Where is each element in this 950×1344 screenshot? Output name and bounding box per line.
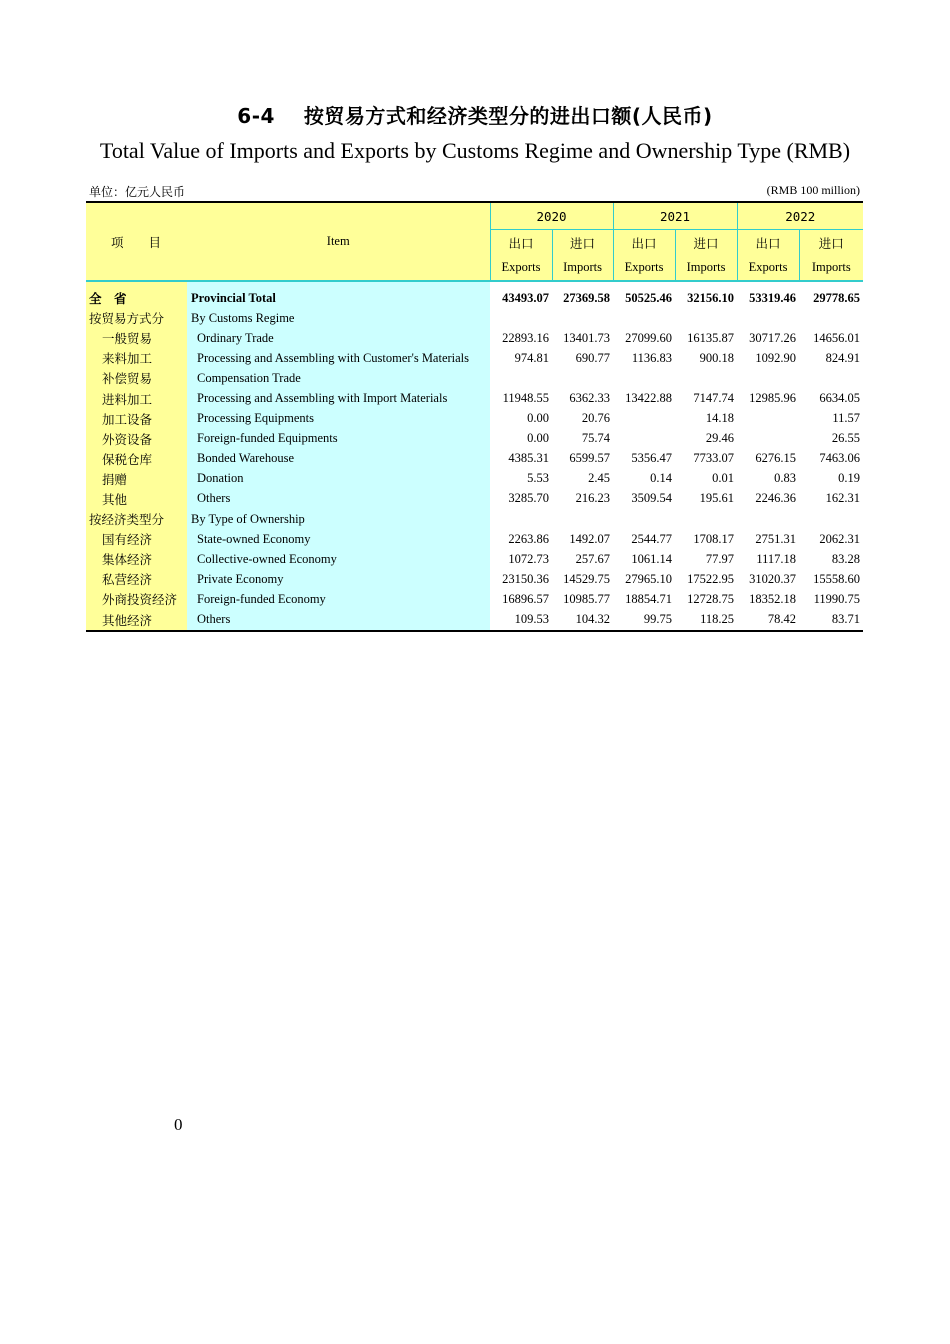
- sub-header-cn: 出口: [490, 230, 552, 256]
- value-cell: 11948.55: [502, 391, 549, 406]
- value-cell: 7733.07: [693, 451, 735, 466]
- row-label-cn: 按经济类型分: [86, 509, 187, 529]
- value-cell: [490, 509, 552, 529]
- value-cell: 824.91: [825, 350, 861, 365]
- value-cell: 77.97: [705, 551, 735, 566]
- row-label-cn: 按贸易方式分: [86, 308, 187, 328]
- value-cell: 104.32: [552, 610, 613, 631]
- value-cell: [613, 429, 675, 449]
- value-cell: 83.28: [831, 551, 861, 566]
- sub-header-en: Imports: [552, 255, 613, 281]
- value-cell: 6634.05: [819, 391, 861, 406]
- value-cell: 43493.07: [502, 290, 549, 305]
- value-cell: 2246.36: [755, 491, 797, 506]
- row-label-en: Processing Equipments: [187, 409, 490, 429]
- value-cell: 0.01: [712, 471, 735, 486]
- year-header-2020: 2020: [490, 202, 613, 230]
- row-label-en: By Type of Ownership: [187, 509, 490, 529]
- value-cell: 15558.60: [813, 571, 861, 586]
- value-cell: [737, 509, 799, 529]
- value-cell: 14656.01: [813, 330, 861, 345]
- row-label-en: Foreign-funded Equipments: [187, 429, 490, 449]
- row-label-en: Private Economy: [187, 569, 490, 589]
- value-cell: 4385.31: [508, 451, 549, 466]
- year-header-2022: 2022: [737, 202, 863, 230]
- value-cell: 83.71: [799, 610, 863, 631]
- value-cell: 1708.17: [693, 531, 735, 546]
- row-label-en: Foreign-funded Economy: [187, 589, 490, 609]
- value-cell: 2263.86: [508, 531, 549, 546]
- value-cell: 900.18: [699, 350, 735, 365]
- table-row: [86, 569, 863, 589]
- value-cell: [552, 368, 613, 388]
- value-cell: 1492.07: [569, 531, 611, 546]
- row-label-cn: 私营经济: [86, 569, 187, 589]
- table-title-cn: [0, 100, 950, 129]
- row-label-en: Others: [187, 610, 490, 631]
- value-cell: 6599.57: [569, 451, 611, 466]
- value-cell: 0.14: [650, 471, 673, 486]
- value-cell: 0.83: [774, 471, 797, 486]
- value-cell: 1061.14: [631, 551, 673, 566]
- row-label-en: Processing and Assembling with Customer's Materials: [187, 348, 490, 368]
- value-cell: [490, 308, 552, 328]
- value-cell: [613, 368, 675, 388]
- value-cell: 10985.77: [563, 591, 611, 606]
- value-cell: 257.67: [575, 551, 611, 566]
- year-header-2021: 2021: [613, 202, 737, 230]
- row-label-en: State-owned Economy: [187, 529, 490, 549]
- value-cell: 29778.65: [813, 290, 861, 305]
- value-cell: 1117.18: [756, 551, 797, 566]
- value-cell: 99.75: [613, 610, 675, 631]
- value-cell: 27369.58: [563, 290, 611, 305]
- value-cell: 16896.57: [502, 591, 549, 606]
- row-label-en: By Customs Regime: [187, 308, 490, 328]
- value-cell: 2.45: [588, 471, 611, 486]
- item-header-en: Item: [187, 202, 490, 281]
- value-cell: 0.00: [527, 431, 549, 446]
- row-label-cn: 加工设备: [86, 409, 187, 429]
- value-cell: 5.53: [527, 471, 549, 486]
- row-label-en: Provincial Total: [187, 288, 490, 308]
- value-cell: [737, 409, 799, 429]
- value-cell: [675, 368, 737, 388]
- value-cell: 18854.71: [625, 591, 673, 606]
- value-cell: 1136.83: [631, 350, 673, 365]
- sub-header-en: Imports: [799, 255, 863, 281]
- value-cell: 3285.70: [508, 491, 549, 506]
- value-cell: 5356.47: [631, 451, 673, 466]
- row-label-cn: 外商投资经济: [86, 589, 187, 609]
- value-cell: 75.74: [581, 431, 611, 446]
- value-cell: 162.31: [825, 491, 861, 506]
- value-cell: 13401.73: [563, 330, 611, 345]
- unit-cn: 单位：亿元人民币: [89, 185, 186, 199]
- table-row: [86, 469, 863, 489]
- value-cell: 13422.88: [625, 391, 673, 406]
- value-cell: 3509.54: [631, 491, 673, 506]
- value-cell: 78.42: [737, 610, 799, 631]
- value-cell: 1072.73: [508, 551, 549, 566]
- value-cell: 50525.46: [625, 290, 673, 305]
- value-cell: 109.53: [490, 610, 552, 631]
- row-label-en: Bonded Warehouse: [187, 449, 490, 469]
- page-number: 0: [174, 1115, 183, 1134]
- row-label-cn: 捐赠: [86, 469, 187, 489]
- value-cell: [737, 429, 799, 449]
- table-row: [86, 429, 863, 449]
- row-label-cn: 一般贸易: [86, 328, 187, 348]
- value-cell: [613, 308, 675, 328]
- table-row: [86, 288, 863, 308]
- value-cell: 32156.10: [687, 290, 735, 305]
- table-row: [86, 308, 863, 328]
- row-label-cn: 其他经济: [86, 610, 187, 631]
- value-cell: 2544.77: [631, 531, 673, 546]
- value-cell: 11990.75: [813, 591, 861, 606]
- value-cell: [552, 509, 613, 529]
- value-cell: [737, 308, 799, 328]
- value-cell: 12728.75: [687, 591, 735, 606]
- row-label-cn: 保税仓库: [86, 449, 187, 469]
- value-cell: 14529.75: [563, 571, 611, 586]
- table-row: [86, 489, 863, 509]
- value-cell: 53319.46: [749, 290, 797, 305]
- table-row: [86, 529, 863, 549]
- table-row: [86, 589, 863, 609]
- value-cell: 29.46: [705, 431, 735, 446]
- row-label-en: Others: [187, 489, 490, 509]
- value-cell: 7463.06: [819, 451, 861, 466]
- table-row: [86, 449, 863, 469]
- sub-header-cn: 进口: [675, 230, 737, 256]
- value-cell: 26.55: [831, 431, 861, 446]
- table-row: [86, 368, 863, 388]
- row-label-cn: 集体经济: [86, 549, 187, 569]
- value-cell: [613, 409, 675, 429]
- table-row: [86, 549, 863, 569]
- value-cell: [675, 509, 737, 529]
- row-label-cn: 补偿贸易: [86, 368, 187, 388]
- value-cell: [799, 509, 863, 529]
- value-cell: 118.25: [675, 610, 737, 631]
- sub-header-en: Exports: [737, 255, 799, 281]
- row-label-cn: 来料加工: [86, 348, 187, 368]
- table-title-en: Total Value of Imports and Exports by Customs Regime and Ownership Type (RMB): [99, 138, 851, 163]
- table-row: [86, 328, 863, 348]
- value-cell: [613, 509, 675, 529]
- table-number: 6-4: [237, 104, 275, 128]
- row-label-en: Processing and Assembling with Import Materials: [187, 388, 490, 408]
- value-cell: 30717.26: [749, 330, 797, 345]
- value-cell: 23150.36: [502, 571, 549, 586]
- trade-table: [86, 201, 863, 632]
- row-label-cn: 国有经济: [86, 529, 187, 549]
- row-label-cn: 其他: [86, 489, 187, 509]
- value-cell: 0.19: [838, 471, 861, 486]
- value-cell: [799, 368, 863, 388]
- row-label-en: Compensation Trade: [187, 368, 490, 388]
- value-cell: 17522.95: [687, 571, 735, 586]
- value-cell: 14.18: [705, 411, 735, 426]
- value-cell: 6362.33: [569, 391, 611, 406]
- table-row: [86, 348, 863, 368]
- value-cell: 7147.74: [693, 391, 735, 406]
- value-cell: [552, 308, 613, 328]
- sub-header-en: Imports: [675, 255, 737, 281]
- table-row: [86, 509, 863, 529]
- value-cell: 18352.18: [749, 591, 797, 606]
- value-cell: 6276.15: [755, 451, 797, 466]
- table-row: [86, 388, 863, 408]
- row-label-en: Donation: [187, 469, 490, 489]
- value-cell: 974.81: [514, 350, 549, 365]
- sub-header-cn: 出口: [613, 230, 675, 256]
- value-cell: 16135.87: [687, 330, 735, 345]
- table-row: [86, 409, 863, 429]
- value-cell: [675, 308, 737, 328]
- value-cell: 27099.60: [625, 330, 673, 345]
- row-label-en: Ordinary Trade: [187, 328, 490, 348]
- title-cn-text: 按贸易方式和经济类型分的进出口额(人民币): [303, 104, 713, 128]
- sub-header-cn: 进口: [799, 230, 863, 256]
- value-cell: [490, 368, 552, 388]
- table-row: [86, 610, 863, 631]
- value-cell: 20.76: [581, 411, 611, 426]
- row-label-cn: 进料加工: [86, 388, 187, 408]
- row-label-en: Collective-owned Economy: [187, 549, 490, 569]
- sub-header-cn: 出口: [737, 230, 799, 256]
- sub-header-en: Exports: [490, 255, 552, 281]
- value-cell: 12985.96: [749, 391, 797, 406]
- sub-header-cn: 进口: [552, 230, 613, 256]
- value-cell: 216.23: [575, 491, 611, 506]
- value-cell: 2062.31: [819, 531, 861, 546]
- row-label-cn: 全 省: [86, 288, 187, 308]
- value-cell: 27965.10: [625, 571, 673, 586]
- item-header-cn: 项 目: [86, 202, 187, 281]
- table-body: [86, 281, 863, 631]
- value-cell: 1092.90: [755, 350, 797, 365]
- value-cell: 2751.31: [755, 531, 797, 546]
- value-cell: 690.77: [575, 350, 611, 365]
- value-cell: [737, 368, 799, 388]
- value-cell: [799, 308, 863, 328]
- value-cell: 195.61: [699, 491, 735, 506]
- value-cell: 31020.37: [749, 571, 797, 586]
- value-cell: 0.00: [527, 411, 549, 426]
- row-label-cn: 外资设备: [86, 429, 187, 449]
- unit-en: (RMB 100 million): [766, 183, 860, 197]
- sub-header-en: Exports: [613, 255, 675, 281]
- value-cell: 11.57: [832, 411, 861, 426]
- value-cell: 22893.16: [502, 330, 549, 345]
